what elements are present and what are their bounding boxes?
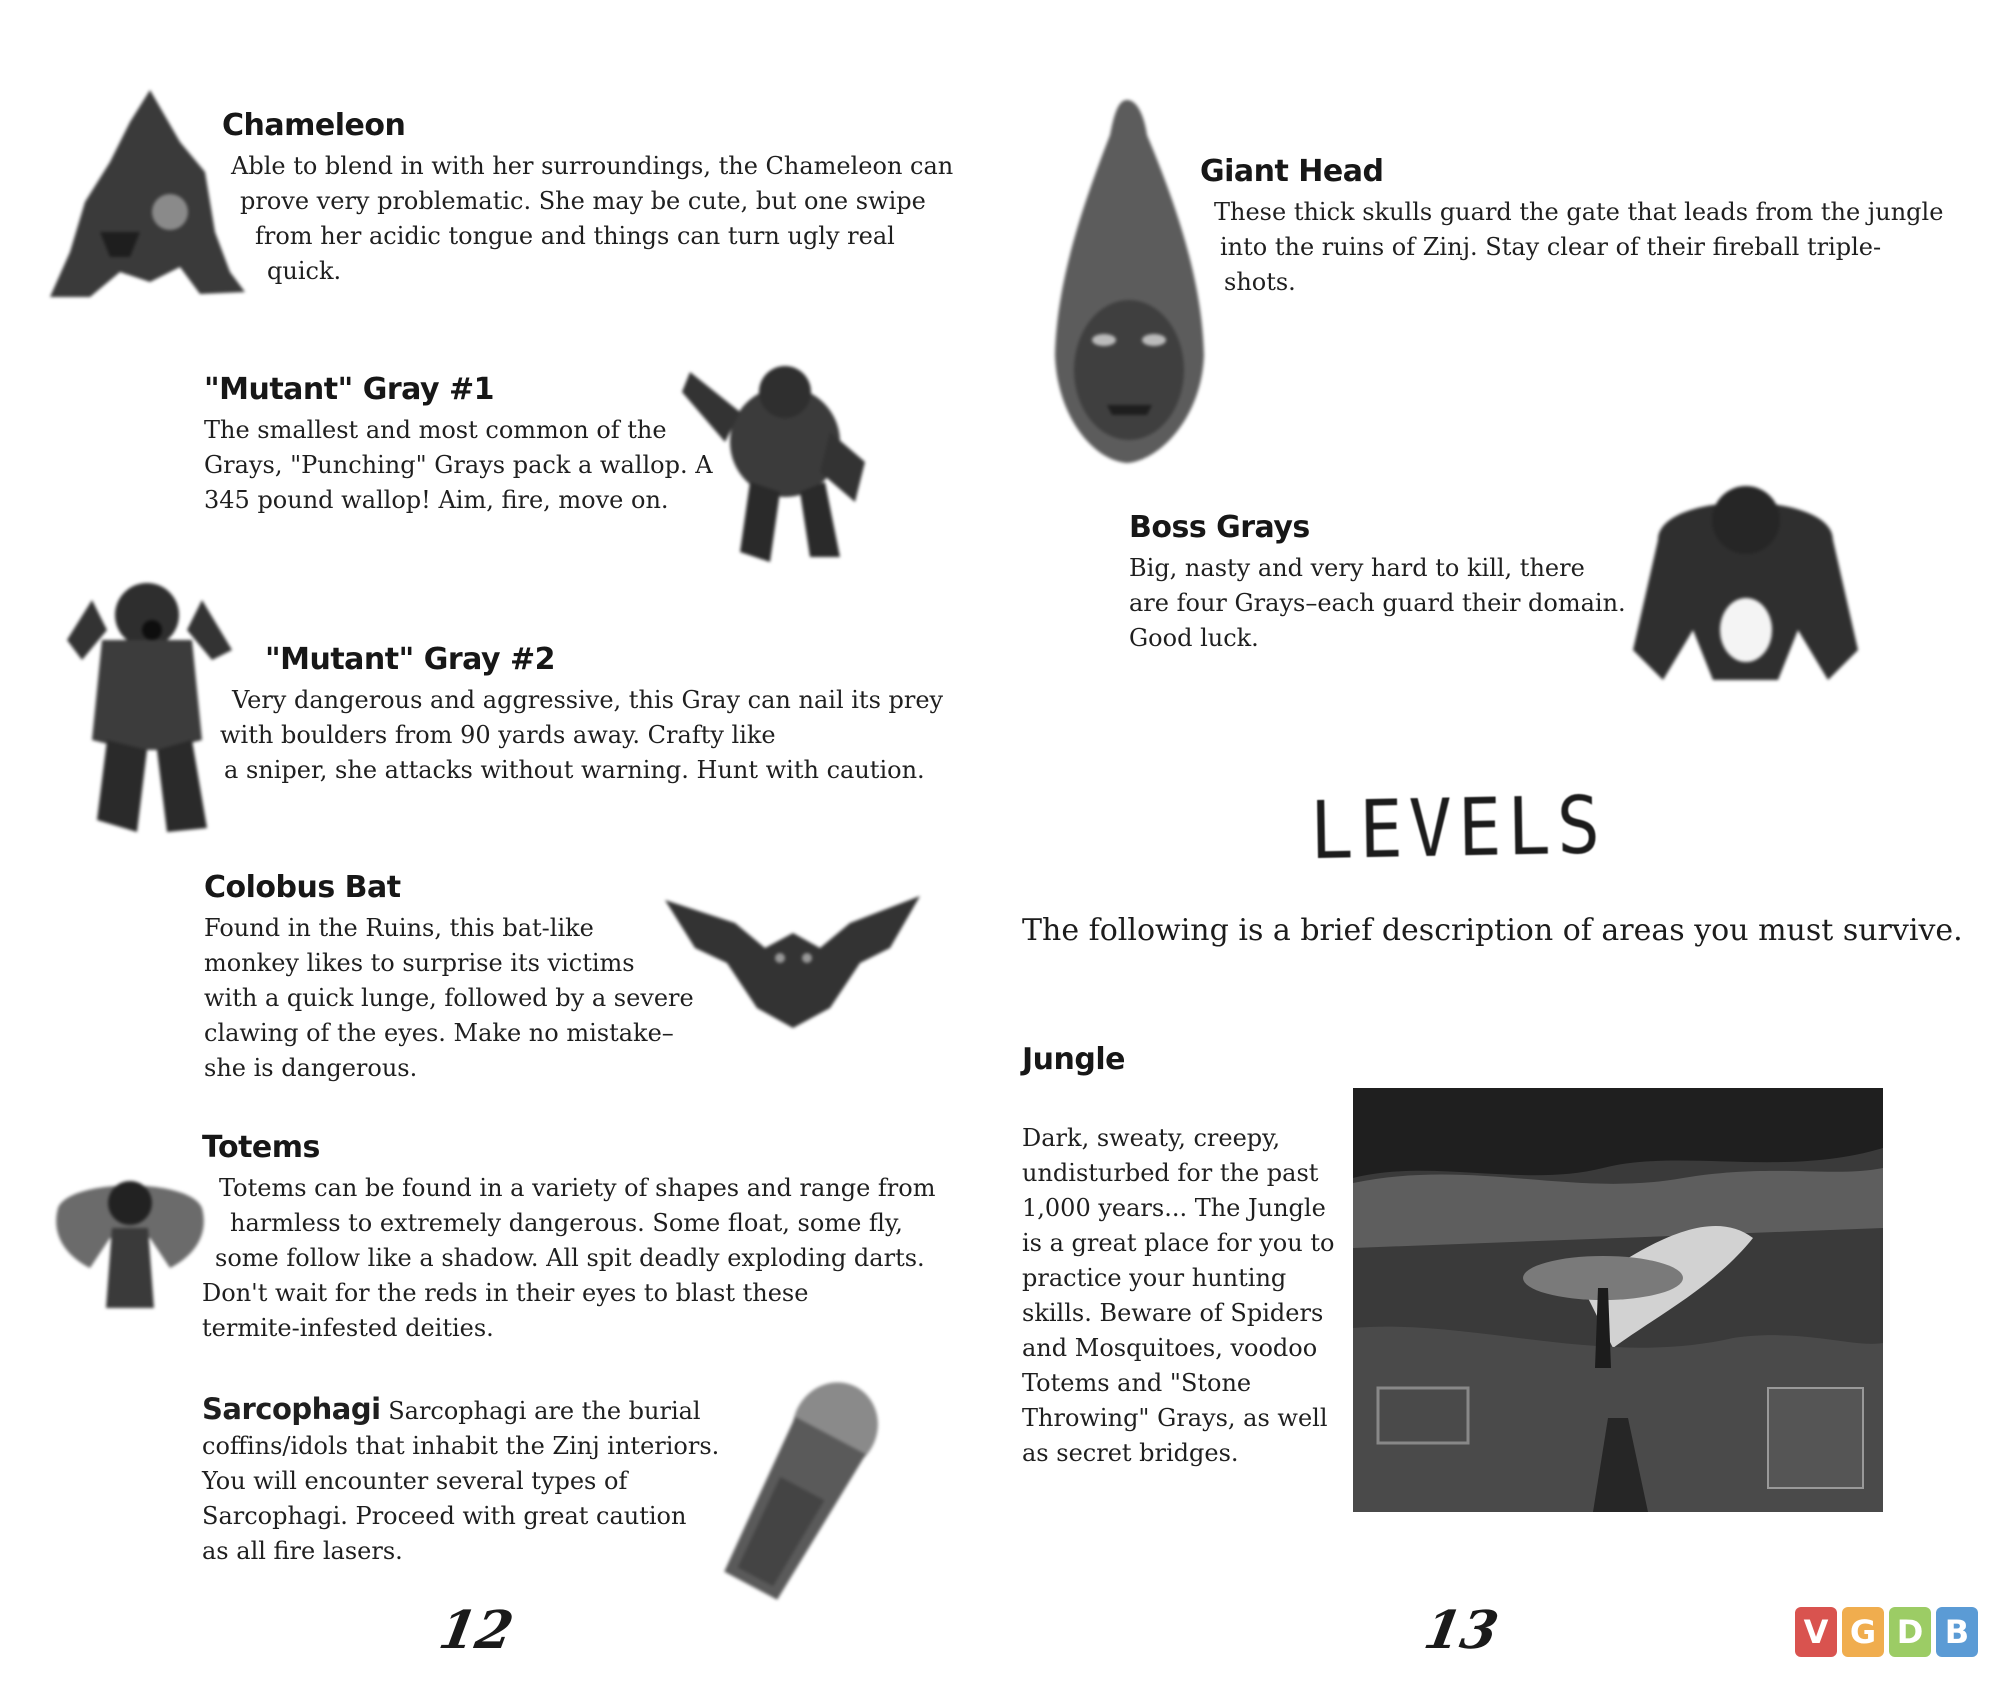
entry-line: prove very problematic. She may be cute, but one swipe — [240, 187, 926, 215]
sarcophagi-first-line — [202, 1392, 719, 1429]
entry-line: harmless to extremely dangerous. Some float, some fly, — [230, 1209, 903, 1237]
entry-title: Giant Head — [1200, 154, 1384, 189]
levels-heading: LEVELS — [1309, 778, 1607, 878]
entry-title: Sarcophagi — [202, 1392, 381, 1426]
entry-giant-head — [1200, 154, 1943, 300]
entry-line: 1,000 years... The Jungle — [1022, 1194, 1326, 1222]
entry-mutant-gray-2 — [220, 642, 943, 788]
entry-boss-grays — [1129, 510, 1626, 656]
entry-line: Found in the Ruins, this bat-like — [204, 914, 594, 942]
entry-line: she is dangerous. — [204, 1054, 418, 1082]
entry-line: Very dangerous and aggressive, this Gray can nail its prey — [232, 686, 944, 714]
colobus-bat-image — [665, 888, 920, 1033]
entry-line: Dark, sweaty, creepy, — [1022, 1124, 1281, 1152]
entry-line: with a quick lunge, followed by a severe — [204, 984, 694, 1012]
entry-line: 345 pound wallop! Aim, fire, move on. — [204, 486, 669, 514]
entry-title: Colobus Bat — [204, 870, 401, 905]
entry-line: with boulders from 90 yards away. Crafty like — [220, 721, 776, 749]
entry-line: Sarcophagi are the burial — [388, 1397, 701, 1425]
entry-line: quick. — [267, 257, 342, 285]
entry-line: some follow like a shadow. All spit deadly exploding darts. — [215, 1244, 925, 1272]
entry-line: You will encounter several types of — [202, 1467, 628, 1495]
entry-title: Jungle — [1022, 1042, 1125, 1077]
entry-line: into the ruins of Zinj. Stay clear of their fireball triple- — [1220, 233, 1882, 261]
entry-line: Big, nasty and very hard to kill, there — [1129, 554, 1585, 582]
entry-line: from her acidic tongue and things can turn ugly real — [255, 222, 895, 250]
entry-line: Throwing" Grays, as well — [1022, 1404, 1328, 1432]
entry-line: These thick skulls guard the gate that leads from the jungle — [1214, 198, 1944, 226]
watermark-letter: B — [1936, 1607, 1978, 1657]
chameleon-image — [30, 82, 245, 302]
entry-line: and Mosquitoes, voodoo — [1022, 1334, 1318, 1362]
mutant-gray-1-image — [680, 352, 870, 567]
watermark-letter: D — [1889, 1607, 1931, 1657]
entry-line: is a great place for you to — [1022, 1229, 1335, 1257]
entry-title: Chameleon — [222, 108, 406, 143]
entry-line: coffins/idols that inhabit the Zinj interiors. — [202, 1432, 720, 1460]
entry-title: Boss Grays — [1129, 510, 1310, 545]
watermark-letter: V — [1795, 1607, 1837, 1657]
boss-gray-image — [1628, 470, 1863, 685]
entry-line: as secret bridges. — [1022, 1439, 1239, 1467]
giant-head-image — [1052, 95, 1207, 465]
watermark-letter: G — [1842, 1607, 1884, 1657]
entry-line: clawing of the eyes. Make no mistake– — [204, 1019, 674, 1047]
entry-title: "Mutant" Gray #2 — [265, 642, 555, 677]
entry-line: The smallest and most common of the — [204, 416, 667, 444]
entry-totems — [202, 1130, 935, 1346]
entry-chameleon — [222, 108, 953, 289]
page-number: 12 — [434, 1600, 518, 1661]
entry-jungle — [1022, 1042, 1334, 1471]
totem-image — [50, 1168, 210, 1318]
entry-line: a sniper, she attacks without warning. Hunt with caution. — [224, 756, 925, 784]
entry-line: are four Grays–each guard their domain. — [1129, 589, 1626, 617]
entry-line: Able to blend in with her surroundings, the Chameleon can — [231, 152, 954, 180]
jungle-screenshot — [1353, 1088, 1883, 1512]
sarcophagus-image — [705, 1368, 895, 1618]
entry-line: shots. — [1224, 268, 1296, 296]
entry-sarcophagi — [202, 1392, 719, 1569]
entry-line: as all fire lasers. — [202, 1537, 403, 1565]
entry-line: Good luck. — [1129, 624, 1259, 652]
entry-colobus-bat — [204, 870, 694, 1086]
entry-line: Sarcophagi. Proceed with great caution — [202, 1502, 687, 1530]
entry-line: Totems and "Stone — [1022, 1369, 1252, 1397]
levels-intro: The following is a brief description of areas you must survive. — [1022, 913, 1963, 948]
right-page — [1000, 0, 2000, 1694]
entry-line: skills. Beware of Spiders — [1022, 1299, 1324, 1327]
entry-title: Totems — [202, 1130, 320, 1165]
page-number: 13 — [1419, 1600, 1503, 1661]
entry-title: "Mutant" Gray #1 — [204, 372, 494, 407]
entry-line: undisturbed for the past — [1022, 1159, 1319, 1187]
entry-mutant-gray-1 — [204, 372, 713, 518]
entry-line: Don't wait for the reds in their eyes to blast these — [202, 1279, 809, 1307]
mutant-gray-2-image — [62, 570, 242, 845]
entry-line: practice your hunting — [1022, 1264, 1287, 1292]
entry-line: monkey likes to surprise its victims — [204, 949, 635, 977]
entry-line: Totems can be found in a variety of shapes and range from — [219, 1174, 936, 1202]
vgdb-watermark — [1795, 1607, 1978, 1657]
entry-line: Grays, "Punching" Grays pack a wallop. A — [204, 451, 713, 479]
entry-line: termite-infested deities. — [202, 1314, 494, 1342]
